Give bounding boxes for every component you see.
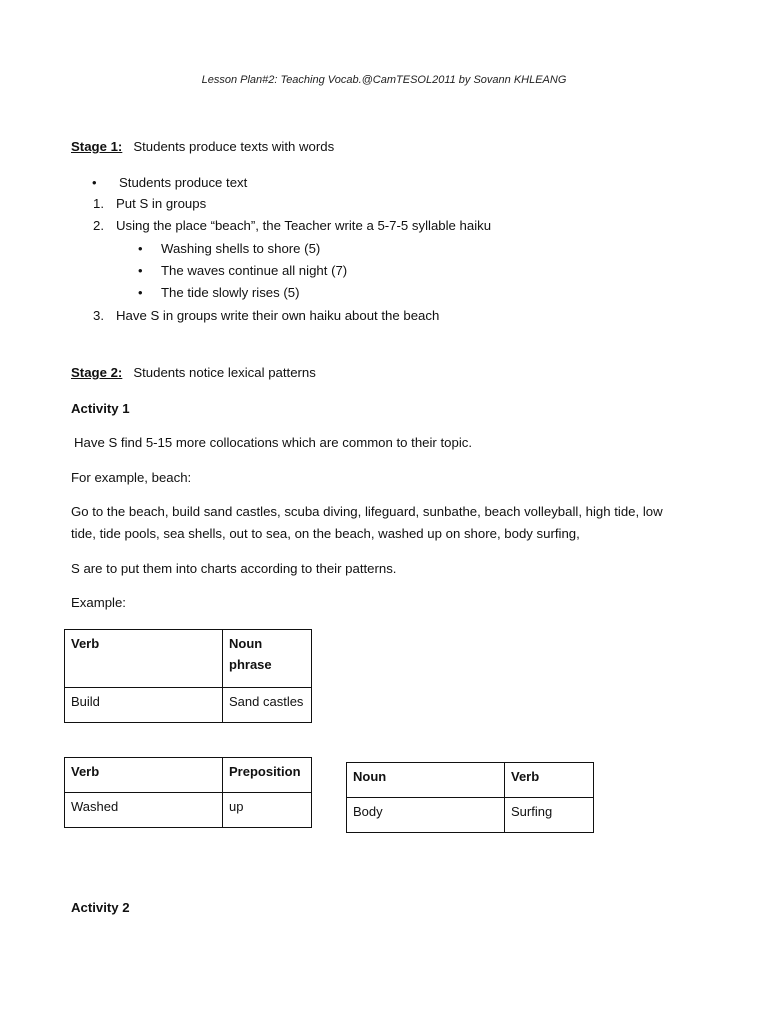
stage2-heading [71,362,316,384]
table-header-row [65,630,312,688]
bullet-marker: • [92,175,97,190]
table-cell: up [223,793,312,828]
haiku-line-2: The waves continue all night (7) [161,263,348,278]
table-header-cell: Verb [65,630,223,688]
table-noun-verb [346,762,594,833]
stage1-label: Stage 1: [71,139,123,154]
activity2-heading: Activity 2 [71,900,130,915]
table-header-row [65,758,312,793]
table-row [65,688,312,723]
table-verb-preposition [64,757,312,828]
table-header-cell: Verb [505,763,594,798]
collocations-line-1: Go to the beach, build sand castles, scuba diving, lifeguard, sunbathe, beach volleyball, high tide, low [71,504,663,519]
stage2-label: Stage 2: [71,365,123,380]
activity1-heading: Activity 1 [71,401,130,416]
paragraph-find-collocations: Have S find 5-15 more collocations which are common to their topic. [74,435,473,450]
paragraph-for-example: For example, beach: [71,470,192,485]
table-header-cell: Preposition [223,758,312,793]
table-header-cell: Verb [65,758,223,793]
step-2: Using the place “beach”, the Teacher write a 5-7-5 syllable haiku [116,218,492,233]
bullet-item-produce-text: Students produce text [119,175,248,190]
table-header-cell: Noun phrase [223,630,312,688]
table-cell: Build [65,688,223,723]
haiku-line-1: Washing shells to shore (5) [161,241,321,256]
stage2-title: Students notice lexical patterns [133,365,316,380]
haiku-bullet-1: • [138,241,143,256]
step-number-3: 3. [93,308,104,323]
stage1-title: Students produce texts with words [133,139,335,154]
haiku-bullet-3: • [138,285,143,300]
table-cell: Surfing [505,798,594,833]
table-row [65,793,312,828]
haiku-line-3: The tide slowly rises (5) [161,285,300,300]
table-verb-noun-phrase [64,629,312,723]
step-3: Have S in groups write their own haiku about the beach [116,308,440,323]
step-number-2: 2. [93,218,104,233]
stage1-heading [71,136,334,158]
table-cell: Washed [65,793,223,828]
table-row [347,798,594,833]
table-cell: Sand castles [223,688,312,723]
collocations-line-2: tide, tide pools, sea shells, out to sea, on the beach, washed up on shore, body surfing, [71,526,580,541]
document-header: Lesson Plan#2: Teaching Vocab.@CamTESOL2011 by Sovann KHLEANG [201,74,567,86]
haiku-bullet-2: • [138,263,143,278]
example-label: Example: [71,595,126,610]
table-header-cell: Noun [347,763,505,798]
step-1: Put S in groups [116,196,207,211]
paragraph-charts: S are to put them into charts according to their patterns. [71,561,397,576]
step-number-1: 1. [93,196,104,211]
table-cell: Body [347,798,505,833]
table-header-row [347,763,594,798]
